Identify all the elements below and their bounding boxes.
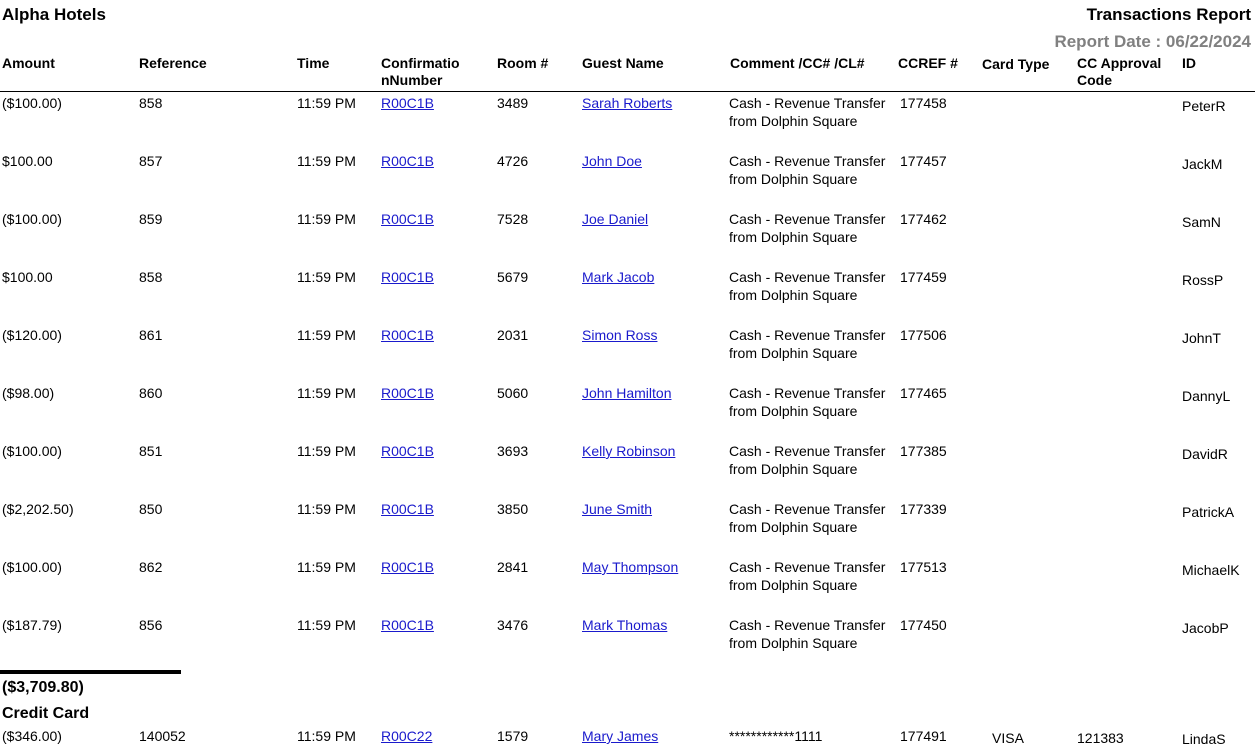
cell-guest-link[interactable]: June Smith: [582, 501, 653, 517]
cell-time: 11:59 PM: [297, 443, 356, 459]
cell-confirmation-link[interactable]: R00C1B: [381, 501, 434, 517]
report-date: Report Date : 06/22/2024: [1054, 32, 1251, 51]
cell-reference: 851: [139, 443, 163, 459]
cell-ccref: 177462: [900, 211, 947, 227]
cell-amount: ($100.00): [2, 211, 62, 227]
cell-comment: Cash - Revenue Transfer from Dolphin Square: [729, 385, 886, 419]
cell-confirmation-link[interactable]: R00C1B: [381, 153, 434, 169]
cell-guest-link[interactable]: Kelly Robinson: [582, 443, 676, 459]
cell-ccref: 177491: [900, 728, 947, 744]
cell-ccref: 177513: [900, 559, 947, 575]
cell-guest-link[interactable]: John Doe: [582, 153, 642, 169]
cell-room: 3693: [497, 443, 529, 459]
cell-reference: 858: [139, 269, 163, 285]
cell-time: 11:59 PM: [297, 385, 356, 401]
cell-time: 11:59 PM: [297, 559, 356, 575]
cell-id: RossP: [1182, 272, 1224, 288]
header-divider: [0, 91, 1255, 92]
cell-ccref: 177506: [900, 327, 947, 343]
cell-comment: Cash - Revenue Transfer from Dolphin Square: [729, 559, 886, 593]
cell-room: 4726: [497, 153, 529, 169]
cell-amount: ($100.00): [2, 443, 62, 459]
cell-id: SamN: [1182, 214, 1221, 230]
cell-comment: ************1111: [729, 728, 823, 744]
cell-room: 3850: [497, 501, 529, 517]
cell-comment: Cash - Revenue Transfer from Dolphin Square: [729, 443, 886, 477]
cell-time: 11:59 PM: [297, 501, 356, 517]
cell-approval: 121383: [1077, 730, 1124, 746]
cell-amount: ($120.00): [2, 327, 62, 343]
col-header-approval-code: CC Approval Code: [1077, 55, 1162, 88]
cell-ccref: 177385: [900, 443, 947, 459]
cell-ccref: 177465: [900, 385, 947, 401]
cell-room: 1579: [497, 728, 529, 744]
cell-confirmation-link[interactable]: R00C1B: [381, 385, 434, 401]
cell-confirmation-link[interactable]: R00C1B: [381, 559, 434, 575]
total-divider: [0, 670, 181, 674]
col-header-guest: Guest Name: [582, 55, 664, 71]
cell-guest-link[interactable]: Mark Thomas: [582, 617, 668, 633]
cell-ccref: 177339: [900, 501, 947, 517]
cell-comment: Cash - Revenue Transfer from Dolphin Square: [729, 501, 886, 535]
cell-amount: ($98.00): [2, 385, 55, 401]
cell-reference: 860: [139, 385, 163, 401]
col-header-comment: Comment /CC# /CL#: [730, 55, 865, 71]
cell-reference: 858: [139, 95, 163, 111]
cell-confirmation-link[interactable]: R00C22: [381, 728, 433, 744]
cell-reference: 861: [139, 327, 163, 343]
col-header-reference: Reference: [139, 55, 207, 71]
cell-amount: ($100.00): [2, 95, 62, 111]
credit-card-section-label: Credit Card: [2, 705, 90, 722]
cell-confirmation-link[interactable]: R00C1B: [381, 617, 434, 633]
cell-id: DavidR: [1182, 446, 1228, 462]
cell-guest-link[interactable]: John Hamilton: [582, 385, 672, 401]
cell-time: 11:59 PM: [297, 211, 356, 227]
col-header-confirmation: Confirmatio nNumber: [381, 55, 460, 88]
cell-room: 2031: [497, 327, 529, 343]
cell-time: 11:59 PM: [297, 153, 356, 169]
company-name: Alpha Hotels: [2, 5, 106, 24]
cell-time: 11:59 PM: [297, 617, 356, 633]
cell-reference: 862: [139, 559, 163, 575]
cell-id: DannyL: [1182, 388, 1231, 404]
cell-comment: Cash - Revenue Transfer from Dolphin Square: [729, 617, 886, 651]
cell-id: PatrickA: [1182, 504, 1235, 520]
cell-confirmation-link[interactable]: R00C1B: [381, 443, 434, 459]
cell-ccref: 177458: [900, 95, 947, 111]
cell-id: JohnT: [1182, 330, 1221, 346]
cell-reference: 859: [139, 211, 163, 227]
report-title: Transactions Report: [1086, 5, 1251, 24]
cash-total: ($3,709.80): [2, 679, 84, 696]
cell-confirmation-link[interactable]: R00C1B: [381, 327, 434, 343]
cell-comment: Cash - Revenue Transfer from Dolphin Square: [729, 327, 886, 361]
cell-comment: Cash - Revenue Transfer from Dolphin Square: [729, 153, 886, 187]
cell-amount: $100.00: [2, 153, 53, 169]
cell-id: JacobP: [1182, 620, 1229, 636]
cell-comment: Cash - Revenue Transfer from Dolphin Square: [729, 95, 886, 129]
cell-card-type: VISA: [992, 730, 1024, 746]
cell-guest-link[interactable]: Simon Ross: [582, 327, 658, 343]
cell-reference: 856: [139, 617, 163, 633]
cell-time: 11:59 PM: [297, 327, 356, 343]
cell-id: PeterR: [1182, 98, 1226, 114]
cell-reference: 140052: [139, 728, 186, 744]
cell-id: JackM: [1182, 156, 1223, 172]
cell-confirmation-link[interactable]: R00C1B: [381, 211, 434, 227]
cell-reference: 850: [139, 501, 163, 517]
cell-ccref: 177457: [900, 153, 947, 169]
cell-comment: Cash - Revenue Transfer from Dolphin Square: [729, 211, 886, 245]
col-header-time: Time: [297, 55, 330, 71]
cell-confirmation-link[interactable]: R00C1B: [381, 95, 434, 111]
cell-guest-link[interactable]: Joe Daniel: [582, 211, 649, 227]
cell-amount: ($2,202.50): [2, 501, 74, 517]
cell-room: 3489: [497, 95, 529, 111]
cell-time: 11:59 PM: [297, 728, 356, 744]
cell-amount: ($187.79): [2, 617, 62, 633]
col-header-id: ID: [1182, 55, 1196, 71]
col-header-ccref: CCREF #: [898, 55, 958, 71]
cell-room: 2841: [497, 559, 529, 575]
cell-amount: ($346.00): [2, 728, 62, 744]
cell-room: 5679: [497, 269, 529, 285]
cell-id: MichaelK: [1182, 562, 1240, 578]
cell-amount: ($100.00): [2, 559, 62, 575]
cell-confirmation-link[interactable]: R00C1B: [381, 269, 434, 285]
col-header-room: Room #: [497, 55, 549, 71]
cell-comment: Cash - Revenue Transfer from Dolphin Square: [729, 269, 886, 303]
cell-amount: $100.00: [2, 269, 53, 285]
cell-id: LindaS: [1182, 731, 1226, 747]
cell-ccref: 177459: [900, 269, 947, 285]
col-header-card-type: Card Type: [982, 56, 1050, 72]
cell-guest-link[interactable]: Mark Jacob: [582, 269, 655, 285]
cell-room: 5060: [497, 385, 529, 401]
cell-ccref: 177450: [900, 617, 947, 633]
cell-time: 11:59 PM: [297, 95, 356, 111]
cell-guest-link[interactable]: May Thompson: [582, 559, 679, 575]
cell-time: 11:59 PM: [297, 269, 356, 285]
cell-room: 7528: [497, 211, 529, 227]
cell-reference: 857: [139, 153, 163, 169]
cell-guest-link[interactable]: Sarah Roberts: [582, 95, 673, 111]
col-header-amount: Amount: [2, 55, 55, 71]
cell-guest-link[interactable]: Mary James: [582, 728, 659, 744]
cell-room: 3476: [497, 617, 529, 633]
